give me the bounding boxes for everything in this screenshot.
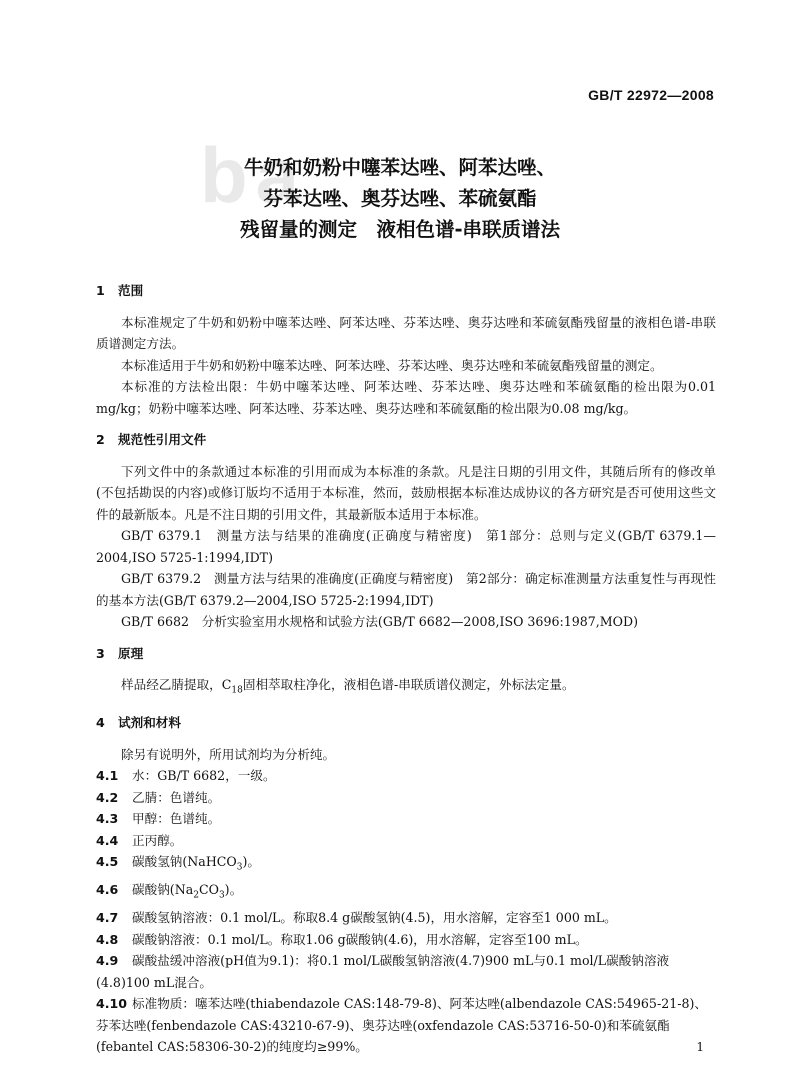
list-item: 4.4 正丙醇。 [96,832,183,848]
section-number: 3 [96,645,105,661]
section-title: 原理 [118,645,144,661]
list-item: 4.6 碳酸钠$(Na_2CO_3)$。 [96,882,243,901]
section-title: 范围 [118,283,144,298]
paragraph: 除另有说明外，所用试剂均为分析纯。 [121,746,336,762]
title-line-1: 牛奶和奶粉中噻苯达唑、阿苯达唑、 [243,156,556,179]
standard-number: GB/T 22972—2008 [588,87,714,103]
paragraph: 样品经乙腈提取，$C_{18}$固相萃取柱净化，液相色谱-串联质谱仪测定，外标法定量。 [121,677,575,696]
list-item: 4.5 碳酸氢钠(NaHCO$_3$)。 [96,854,261,873]
section-title: 试剂和材料 [118,715,181,731]
section-2-heading [96,429,716,451]
section-3-heading [96,643,716,665]
list-item: 4.10 标准物质：噻苯达唑(thiabendazole CAS:148-79-8)、阿苯达唑(albendazole CAS:54965-21-8)、芬苯达唑(fenbendazole CAS:43210-67-9)、奥芬达唑(oxfendazole CAS:53716-50-0)和苯硫氨酯(febantel CAS:58306-30-2)的纯度均≥99%。 [96,996,707,1055]
document-body [96,280,716,1058]
page-number: 1 [696,1040,704,1054]
normative-reference: GB/T 6379.1 测量方法与结果的准确度(正确度与精密度) 第1部分：总则与定义(GB/T 6379.1—2004,ISO 5725-1:1994,IDT) [96,528,716,565]
list-item: 4.7 碳酸氢钠溶液：0.1 mol/L。称取8.4 g碳酸氢钠(4.5)，用水溶解，定容至1 000 mL。 [96,910,617,926]
section-4-heading [96,712,716,734]
paragraph: 本标准规定了牛奶和奶粉中噻苯达唑、阿苯达唑、芬苯达唑、奥芬达唑和苯硫氨酯残留量的液相色谱-串联质谱测定方法。 [96,314,716,351]
document-title [0,152,800,245]
list-item: 4.2 乙腈：色谱纯。 [96,789,221,805]
title-line-3: 残留量的测定 液相色谱-串联质谱法 [239,218,561,241]
section-title: 规范性引用文件 [118,432,207,447]
section-number: 4 [96,715,105,731]
list-item: 4.3 甲醇：色谱纯。 [96,811,221,827]
watermark: ba [200,131,308,219]
list-item: 4.9 碳酸盐缓冲溶液(pH值为9.1)：将0.1 mol/L碳酸氢钠溶液(4.7)900 mL与0.1 mol/L碳酸钠溶液(4.8)100 mL混合。 [96,953,670,990]
normative-reference: GB/T 6682 分析实验室用水规格和试验方法(GB/T 6682—2008,ISO 3696:1987,MOD) [121,614,638,629]
section-number: 1 [96,283,105,298]
list-item: 4.8 碳酸钠溶液：0.1 mol/L。称取1.06 g碳酸钠(4.6)，用水溶解，定容至100 mL。 [96,931,588,947]
paragraph: 本标准适用于牛奶和奶粉中噻苯达唑、阿苯达唑、芬苯达唑、奥芬达唑和苯硫氨酯残留量的测定。 [121,357,663,373]
normative-reference: GB/T 6379.2 测量方法与结果的准确度(正确度与精密度) 第2部分：确定标准测量方法重复性与再现性的基本方法(GB/T 6379.2—2004,ISO 5725-2:1994,IDT) [96,571,716,608]
section-number: 2 [96,432,105,447]
section-1-heading [96,280,716,302]
title-line-2: 芬苯达唑、奥芬达唑、苯硫氨酯 [263,187,537,210]
paragraph: 本标准的方法检出限：牛奶中噻苯达唑、阿苯达唑、芬苯达唑、奥芬达唑和苯硫氨酯的检出限为0.01 mg/kg；奶粉中噻苯达唑、阿苯达唑、芬苯达唑、奥芬达唑和苯硫氨酯的检出限为0.08 mg/kg。 [96,379,716,416]
list-item: 4.1 水：GB/T 6682，一级。 [96,768,276,784]
paragraph: 下列文件中的条款通过本标准的引用而成为本标准的条款。凡是注日期的引用文件，其随后所有的修改单(不包括勘误的内容)或修订版均不适用于本标准，然而，鼓励根据本标准达成协议的各方研究是否可使用这些文件的最新版本。凡是不注日期的引用文件，其最新版本适用于本标准。 [96,463,716,522]
